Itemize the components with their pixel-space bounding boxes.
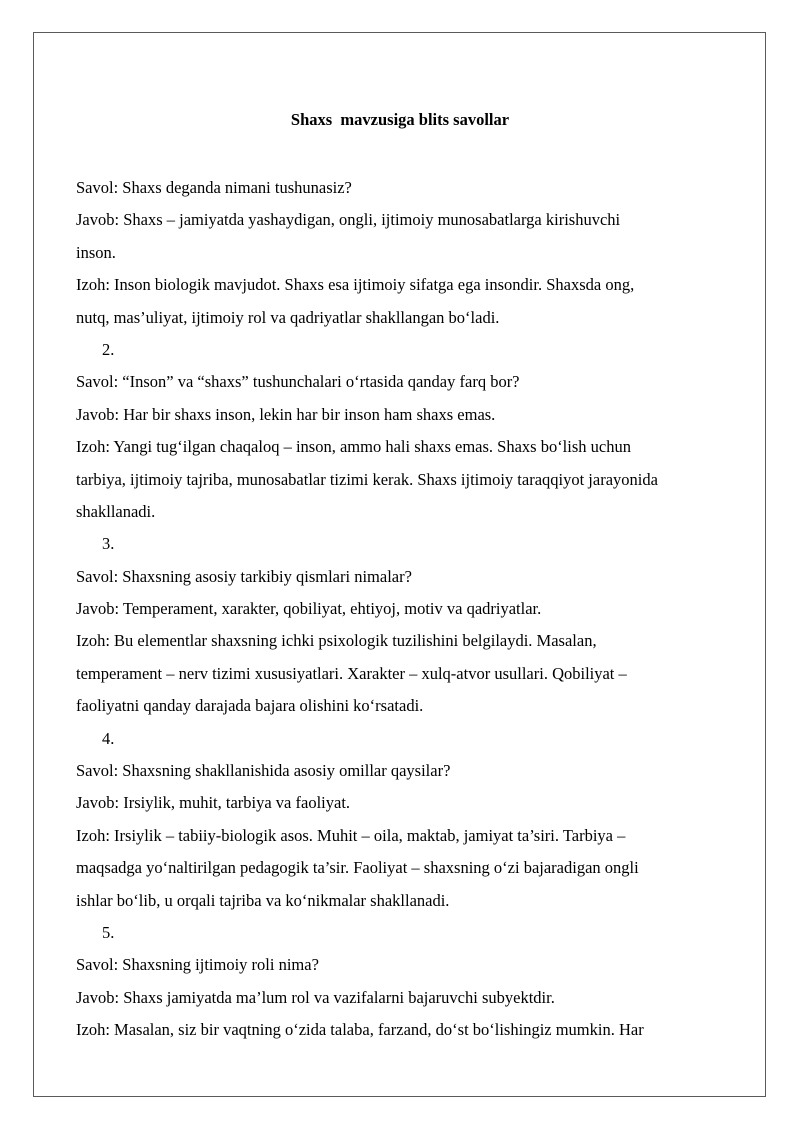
question-3-izoh: Izoh: Bu elementlar shaxsning ichki psixologik tuzilishini belgilaydi. Masalan, <box>76 631 597 651</box>
question-4-izoh-cont: maqsadga yo‘naltirilgan pedagogik ta’sir. Faoliyat – shaxsning o‘zi bajaradigan ongli <box>76 858 639 878</box>
question-2-savol: Savol: “Inson” va “shaxs” tushunchalari o‘rtasida qanday farq bor? <box>76 372 520 392</box>
question-3-savol: Savol: Shaxsning asosiy tarkibiy qismlari nimalar? <box>76 566 412 586</box>
question-4-javob: Javob: Irsiylik, muhit, tarbiya va faoliyat. <box>76 793 351 813</box>
document-title: Shaxs mavzusiga blits savollar <box>290 110 510 129</box>
document-body <box>76 172 746 1047</box>
question-2-izoh: Izoh: Yangi tug‘ilgan chaqaloq – inson, ammo hali shaxs emas. Shaxs bo‘lish uchun <box>76 437 631 457</box>
question-4-izoh: Izoh: Irsiylik – tabiiy-biologik asos. Muhit – oila, maktab, jamiyat ta’siri. Tarbiya – <box>76 825 626 845</box>
question-1-javob: Javob: Shaxs – jamiyatda yashaydigan, ongli, ijtimoiy munosabatlarga kirishuvchi <box>76 210 621 230</box>
question-number-2: 2. <box>102 339 115 359</box>
question-2-javob: Javob: Har bir shaxs inson, lekin har bir inson ham shaxs emas. <box>76 404 496 424</box>
question-1-savol: Savol: Shaxs deganda nimani tushunasiz? <box>76 178 352 197</box>
question-number-4: 4. <box>102 728 115 748</box>
question-1-javob-cont: inson. <box>76 242 116 262</box>
question-5-izoh: Izoh: Masalan, siz bir vaqtning o‘zida talaba, farzand, do‘st bo‘lishingiz mumkin. Har <box>76 1020 644 1040</box>
question-1-izoh-cont: nutq, mas’uliyat, ijtimoiy rol va qadriyatlar shakllangan bo‘ladi. <box>76 307 500 327</box>
question-5-savol: Savol: Shaxsning ijtimoiy roli nima? <box>76 955 319 975</box>
question-number-3: 3. <box>102 534 115 554</box>
question-3-izoh-cont: faoliyatni qanday darajada bajara olishini ko‘rsatadi. <box>76 696 424 716</box>
question-2-izoh-cont: tarbiya, ijtimoiy tajriba, munosabatlar tizimi kerak. Shaxs ijtimoiy taraqqiyot jarayonida <box>76 469 658 489</box>
question-3-javob: Javob: Temperament, xarakter, qobiliyat, ehtiyoj, motiv va qadriyatlar. <box>76 599 542 619</box>
question-2-izoh-cont: shakllanadi. <box>76 501 156 521</box>
question-4-savol: Savol: Shaxsning shakllanishida asosiy omillar qaysilar? <box>76 761 451 781</box>
question-3-izoh-cont: temperament – nerv tizimi xususiyatlari. Xarakter – xulq-atvor usullari. Qobiliyat – <box>76 663 627 683</box>
question-4-izoh-cont: ishlar bo‘lib, u orqali tajriba va ko‘nikmalar shakllanadi. <box>76 890 450 910</box>
question-5-javob: Javob: Shaxs jamiyatda ma’lum rol va vazifalarni bajaruvchi subyektdir. <box>76 987 555 1007</box>
question-number-5: 5. <box>102 922 115 942</box>
question-1-izoh: Izoh: Inson biologik mavjudot. Shaxs esa ijtimoiy sifatga ega insondir. Shaxsda ong, <box>76 275 635 295</box>
